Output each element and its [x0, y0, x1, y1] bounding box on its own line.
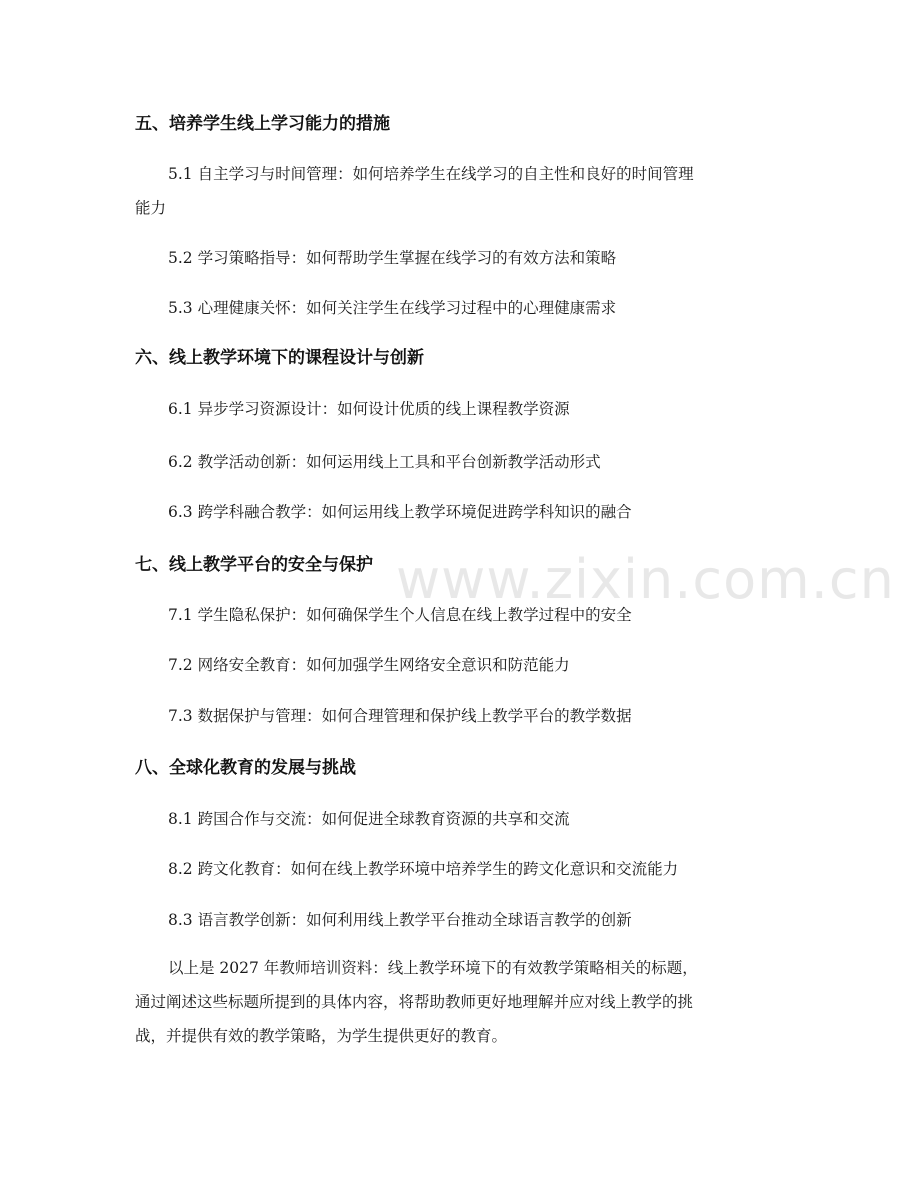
summary-line-1: 以上是 2027 年教师培训资料：线上教学环境下的有效教学策略相关的标题， [168, 959, 698, 977]
list-item-5-3: 5.3 心理健康关怀：如何关注学生在线学习过程中的心理健康需求 [168, 299, 617, 317]
list-item-6-3: 6.3 跨学科融合教学：如何运用线上教学环境促进跨学科知识的融合 [168, 503, 632, 521]
list-item-7-1: 7.1 学生隐私保护：如何确保学生个人信息在线上教学过程中的安全 [168, 606, 632, 624]
list-item-5-1-continuation: 能力 [135, 199, 167, 217]
list-item-8-2: 8.2 跨文化教育：如何在线上教学环境中培养学生的跨文化意识和交流能力 [168, 860, 679, 878]
list-item-8-1: 8.1 跨国合作与交流：如何促进全球教育资源的共享和交流 [168, 810, 570, 828]
watermark: www.zixin.com.cn [396, 548, 895, 611]
summary-paragraph [135, 951, 795, 1053]
list-item-5-2: 5.2 学习策略指导：如何帮助学生掌握在线学习的有效方法和策略 [168, 249, 617, 267]
summary-line-2: 通过阐述这些标题所提到的具体内容，将帮助教师更好地理解并应对线上教学的挑 [135, 993, 694, 1011]
list-item-5-1: 5.1 自主学习与时间管理：如何培养学生在线学习的自主性和良好的时间管理 [168, 165, 694, 183]
list-item-6-1: 6.1 异步学习资源设计：如何设计优质的线上课程教学资源 [168, 400, 570, 418]
list-item-6-2: 6.2 教学活动创新：如何运用线上工具和平台创新教学活动形式 [168, 453, 601, 471]
section-heading-7: 七、线上教学平台的安全与保护 [135, 555, 373, 575]
section-heading-6: 六、线上教学环境下的课程设计与创新 [135, 348, 424, 368]
section-heading-8: 八、全球化教育的发展与挑战 [135, 758, 356, 778]
list-item-8-3: 8.3 语言教学创新：如何利用线上教学平台推动全球语言教学的创新 [168, 911, 632, 929]
section-heading-5: 五、培养学生线上学习能力的措施 [135, 114, 390, 134]
summary-line-3: 战，并提供有效的教学策略，为学生提供更好的教育。 [135, 1027, 508, 1045]
list-item-7-3: 7.3 数据保护与管理：如何合理管理和保护线上教学平台的教学数据 [168, 707, 632, 725]
list-item-7-2: 7.2 网络安全教育：如何加强学生网络安全意识和防范能力 [168, 656, 570, 674]
